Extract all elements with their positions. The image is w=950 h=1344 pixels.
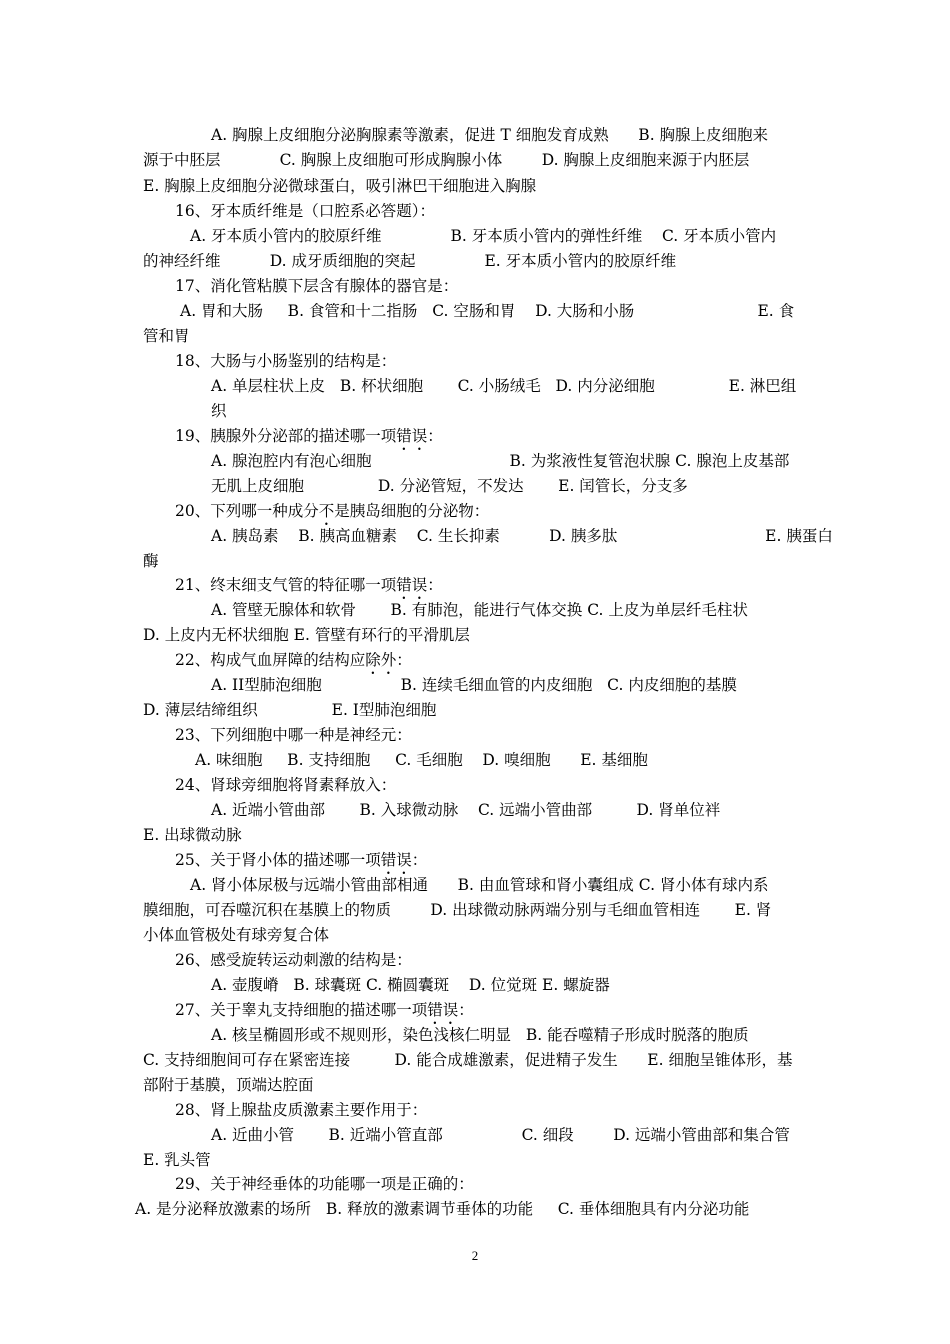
text-line: 20、下列哪一种成分不是胰岛细胞的分泌物： [175, 502, 490, 520]
text-line: 19、胰腺外分泌部的描述哪一项错误： [175, 427, 443, 445]
text-line: 织 [211, 402, 227, 420]
text-line: A. 是分泌释放激素的场所 B. 释放的激素调节垂体的功能 C. 垂体细胞具有内分泌功能 [135, 1200, 750, 1218]
text-line: A. 核呈椭圆形或不规则形，染色浅核仁明显 B. 能吞噬精子形成时脱落的胞质 [211, 1026, 749, 1044]
text-line: 无肌上皮细胞 D. 分泌管短，不发达 E. 闰管长，分支多 [211, 477, 688, 495]
text-line: 24、肾球旁细胞将肾素释放入： [175, 776, 397, 794]
text-line: 29、关于神经垂体的功能哪一项是正确的： [175, 1175, 474, 1193]
text-line: 26、感受旋转运动刺激的结构是： [175, 951, 412, 969]
text-line: 16、牙本质纤维是（口腔系必答题）： [175, 202, 435, 220]
text-line: E. 乳头管 [143, 1151, 211, 1169]
text-line: A. 腺泡腔内有泡心细胞 B. 为浆液性复管泡状腺 C. 腺泡上皮基部 [211, 452, 790, 470]
text-line: 22、构成气血屏障的结构应除外： [175, 651, 412, 669]
text-line: A. 近曲小管 B. 近端小管直部 C. 细段 D. 远端小管曲部和集合管 [211, 1126, 790, 1144]
text-line: E. 出球微动脉 [143, 826, 242, 844]
text-line: A. 壶腹嵴 B. 球囊斑 C. 椭圆囊斑 D. 位觉斑 E. 螺旋器 [211, 976, 610, 994]
text-line: 膜细胞，可吞噬沉积在基膜上的物质 D. 出球微动脉两端分别与毛细血管相连 E. 肾 [143, 901, 772, 919]
text-line: A. 管壁无腺体和软骨 B. 有肺泡，能进行气体交换 C. 上皮为单层纤毛柱状 [211, 601, 748, 619]
text-line: 28、肾上腺盐皮质激素主要作用于： [175, 1101, 428, 1119]
text-line: D. 上皮内无杯状细胞 E. 管壁有环行的平滑肌层 [143, 626, 470, 644]
text-line: 小体血管极处有球旁复合体 [143, 926, 330, 944]
text-line: C. 支持细胞间可存在紧密连接 D. 能合成雄激素，促进精子发生 E. 细胞呈锥体形，基 [143, 1051, 793, 1069]
text-line: D. 薄层结缔组织 E. I型肺泡细胞 [143, 701, 437, 719]
text-line: A. 胰岛素 B. 胰高血糖素 C. 生长抑素 D. 胰多肽 E. 胰蛋白 [211, 527, 833, 545]
text-line: 25、关于肾小体的描述哪一项错误： [175, 851, 428, 869]
text-line: A. 牙本质小管内的胶原纤维 B. 牙本质小管内的弹性纤维 C. 牙本质小管内 [190, 227, 777, 245]
text-line: 源于中胚层 C. 胸腺上皮细胞可形成胸腺小体 D. 胸腺上皮细胞来源于内胚层 [143, 151, 750, 169]
text-line: A. 单层柱状上皮 B. 杯状细胞 C. 小肠绒毛 D. 内分泌细胞 E. 淋巴组 [211, 377, 797, 395]
text-line: A. 胸腺上皮细胞分泌胸腺素等激素，促进 T 细胞发育成熟 B. 胸腺上皮细胞来 [211, 126, 769, 144]
text-line: 的神经纤维 D. 成牙质细胞的突起 E. 牙本质小管内的胶原纤维 [143, 252, 677, 270]
text-line: A. II型肺泡细胞 B. 连续毛细血管的内皮细胞 C. 内皮细胞的基膜 [211, 676, 737, 694]
text-line: 18、大肠与小肠鉴别的结构是： [175, 352, 397, 370]
text-line: A. 近端小管曲部 B. 入球微动脉 C. 远端小管曲部 D. 肾单位袢 [211, 801, 721, 819]
text-line: 21、终末细支气管的特征哪一项错误： [175, 576, 443, 594]
page-number: 2 [471, 1248, 479, 1263]
text-line: A. 胃和大肠 B. 食管和十二指肠 C. 空肠和胃 D. 大肠和小肠 E. 食 [180, 302, 795, 320]
text-line: E. 胸腺上皮细胞分泌微球蛋白，吸引淋巴干细胞进入胸腺 [143, 177, 537, 195]
text-line: 27、关于睾丸支持细胞的描述哪一项错误： [175, 1001, 474, 1019]
text-line: A. 肾小体尿极与远端小管曲部相通 B. 由血管球和肾小囊组成 C. 肾小体有球内系 [190, 876, 769, 894]
text-line: A. 味细胞 B. 支持细胞 C. 毛细胞 D. 嗅细胞 E. 基细胞 [195, 751, 648, 769]
text-line: 部附于基膜，顶端达腔面 [143, 1076, 314, 1094]
text-line: 23、下列细胞中哪一种是神经元： [175, 726, 412, 744]
text-line: 酶 [143, 552, 159, 570]
text-line: 17、消化管粘膜下层含有腺体的器官是： [175, 277, 459, 295]
text-line: 管和胃 [143, 327, 190, 345]
